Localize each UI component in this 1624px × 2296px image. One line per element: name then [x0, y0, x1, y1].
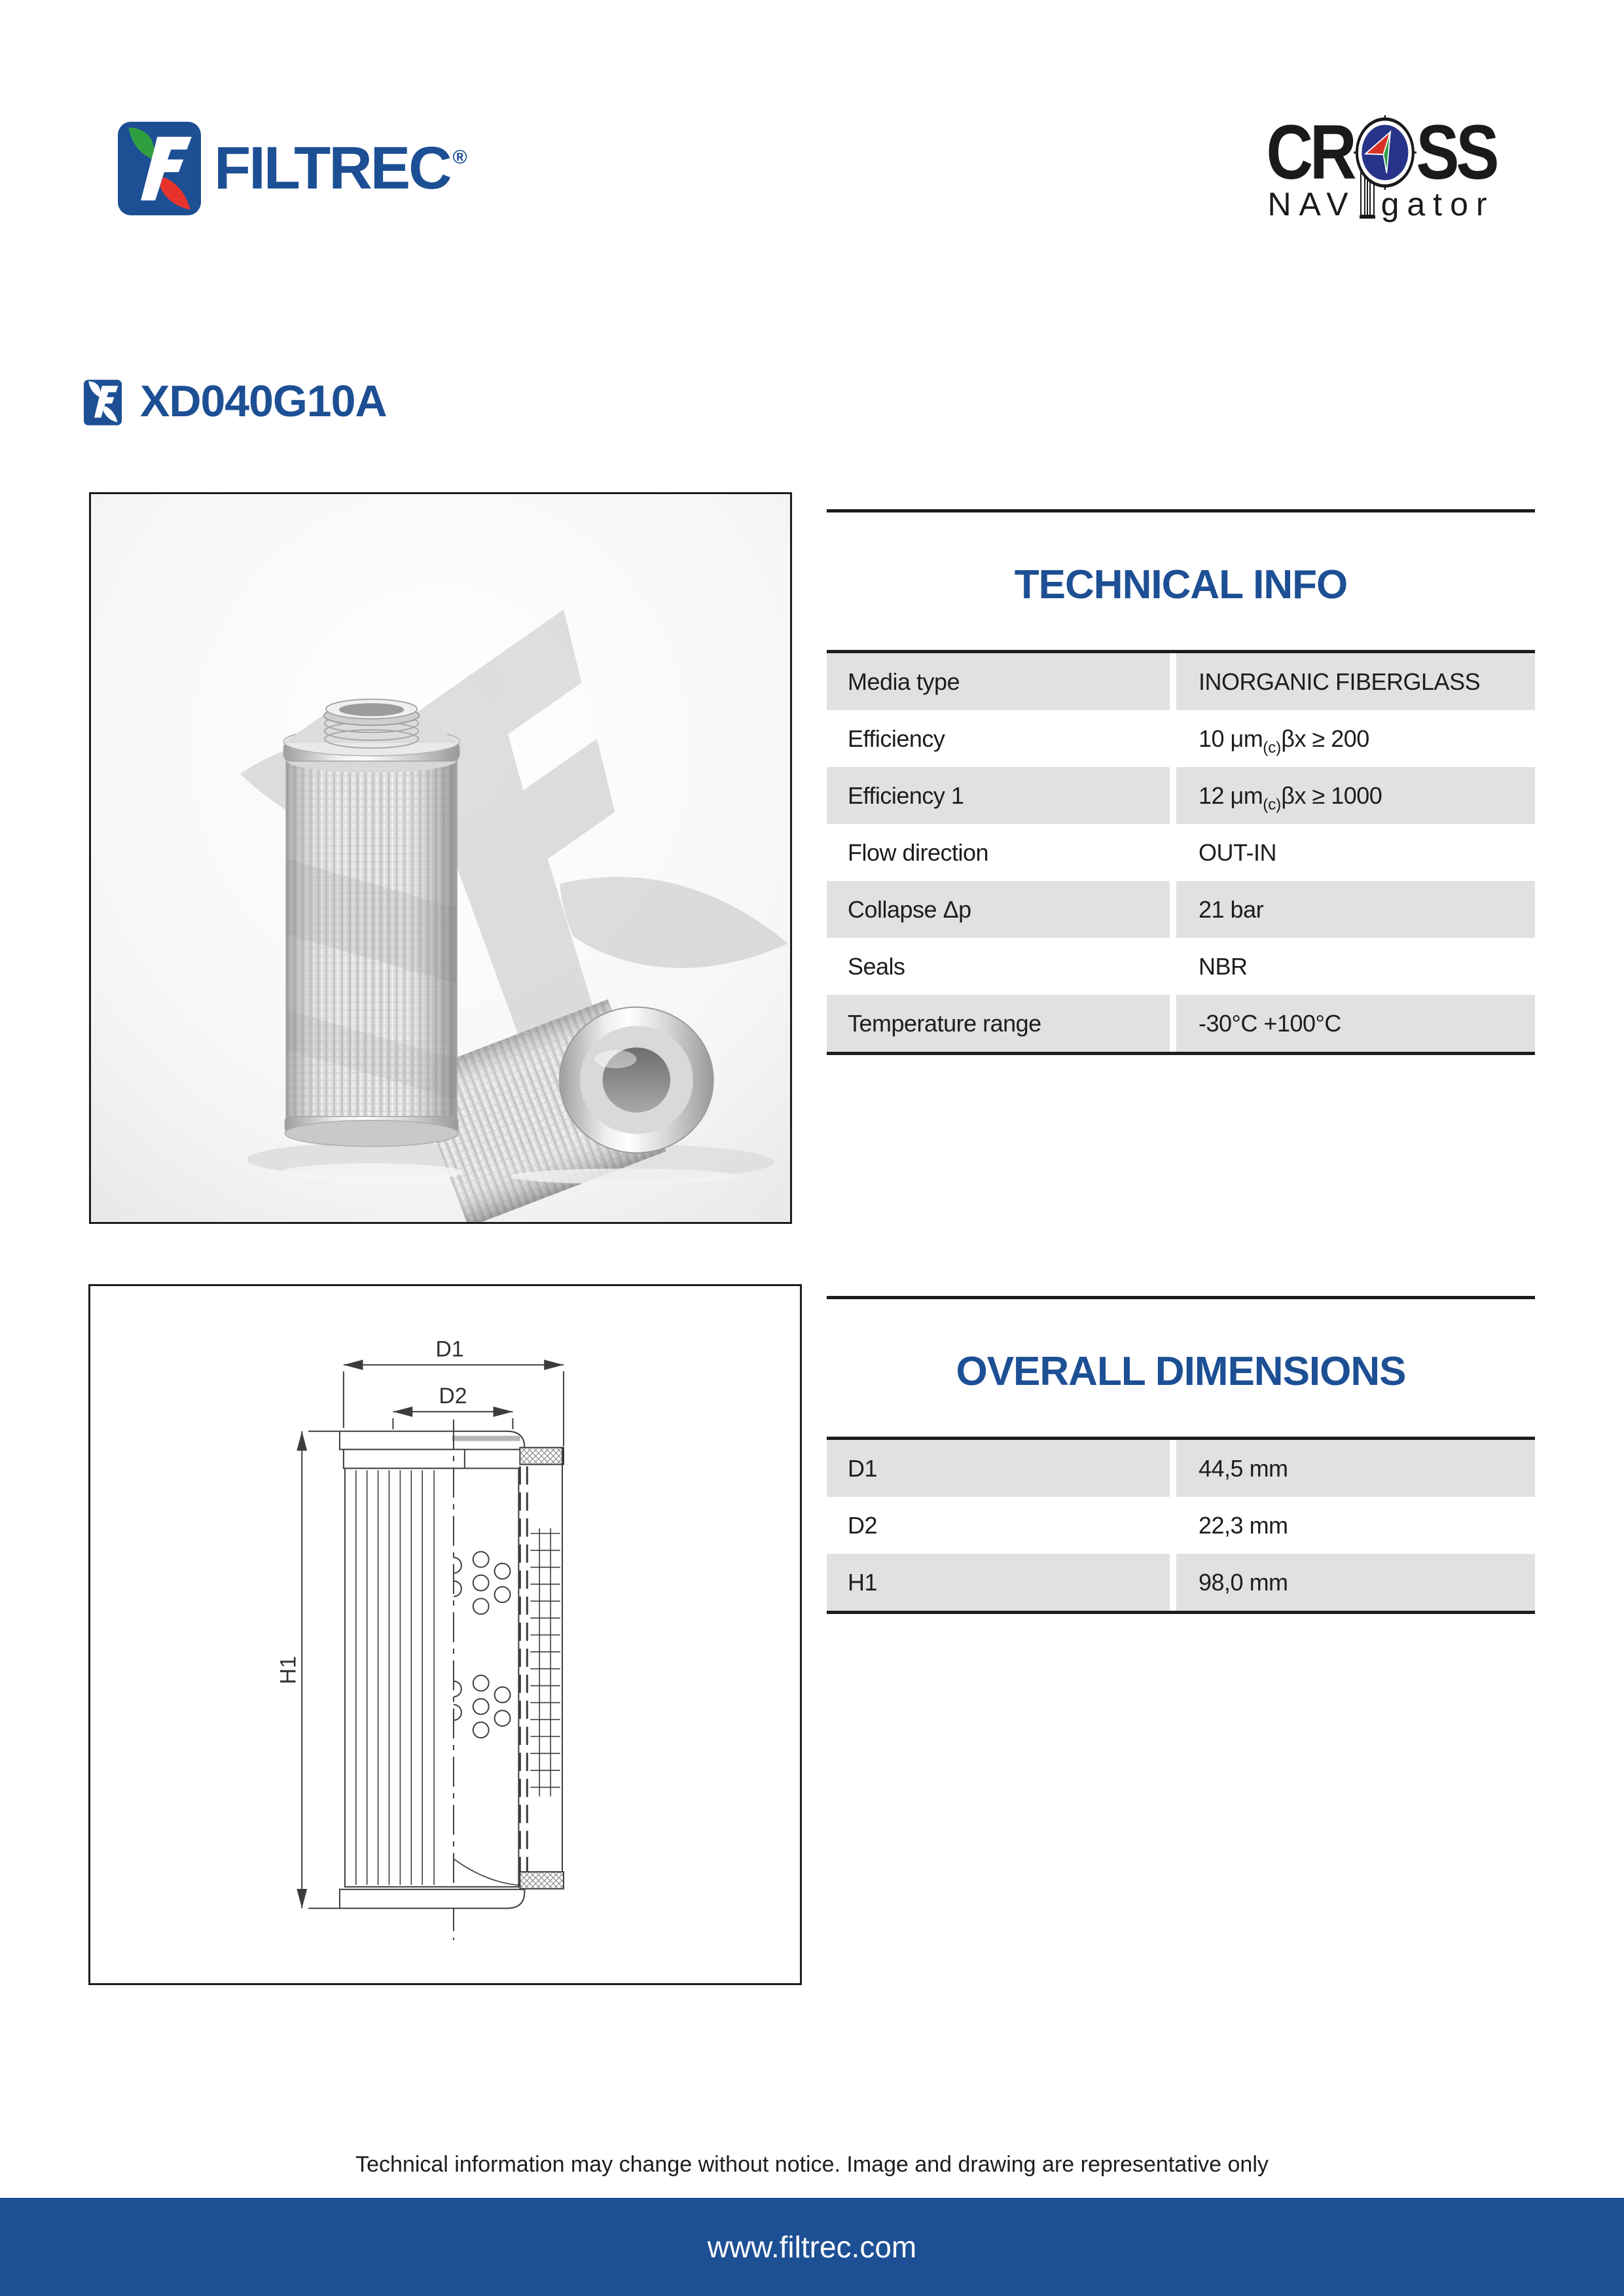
table-row [827, 995, 1535, 1052]
row-label: Collapse Δp [848, 895, 971, 923]
product-image-frame [89, 492, 792, 1224]
row-value: 22,3 mm [1199, 1511, 1288, 1539]
row-value: 12 μm [1199, 781, 1263, 809]
filtrec-name: FILTREC [214, 135, 450, 202]
filtrec-logo [118, 122, 465, 215]
technical-info-table [827, 650, 1535, 1055]
row-value-rest: βx ≥ 1000 [1281, 781, 1382, 809]
column-divider [1170, 824, 1176, 881]
row-value: 21 bar [1199, 895, 1264, 923]
compass-icon [1352, 114, 1417, 191]
product-code-title: XD040G10A [140, 376, 387, 426]
table-row [827, 938, 1535, 995]
section-rule-dimensions [827, 1296, 1535, 1299]
row-label: Flow direction [848, 838, 989, 866]
website-link[interactable]: www.filtrec.com [707, 2230, 917, 2264]
row-value: OUT-IN [1199, 838, 1276, 866]
column-divider [1170, 767, 1176, 824]
filtrec-logo-icon [118, 122, 201, 215]
table-row [827, 1440, 1535, 1497]
row-value-subscript: (c) [1263, 738, 1282, 757]
row-label: Temperature range [848, 1009, 1041, 1037]
row-value: 98,0 mm [1199, 1568, 1288, 1596]
nav-text-left: NAV [1267, 186, 1356, 223]
row-label: Efficiency 1 [848, 781, 964, 809]
dim-label-h1: H1 [276, 1656, 301, 1685]
table-row [827, 1554, 1535, 1611]
column-divider [1170, 938, 1176, 995]
registered-mark: ® [452, 147, 467, 168]
technical-info-title: TECHNICAL INFO [1014, 562, 1348, 607]
column-divider [1170, 710, 1176, 767]
row-label: H1 [848, 1568, 878, 1596]
table-row [827, 881, 1535, 938]
row-value: -30°C +100°C [1199, 1009, 1341, 1037]
column-divider [1170, 1554, 1176, 1611]
cross-text-right: SS [1416, 109, 1496, 196]
product-title-icon [84, 380, 122, 425]
nav-text-right: gator [1380, 186, 1495, 223]
table-row [827, 653, 1535, 710]
table-row [827, 767, 1535, 824]
cross-navigator-logo [1247, 111, 1515, 223]
filtrec-wordmark [214, 122, 465, 215]
row-value: NBR [1199, 952, 1248, 980]
row-value: 44,5 mm [1199, 1454, 1288, 1482]
row-value: 10 μm [1199, 725, 1263, 752]
row-label: Media type [848, 668, 960, 695]
overall-dimensions-title: OVERALL DIMENSIONS [956, 1349, 1406, 1394]
column-divider [1170, 881, 1176, 938]
row-label: Efficiency [848, 725, 945, 752]
table-row [827, 824, 1535, 881]
row-value: INORGANIC FIBERGLASS [1199, 668, 1481, 695]
footer-bar [0, 2198, 1624, 2296]
overall-dimensions-table [827, 1437, 1535, 1614]
row-label: D1 [848, 1454, 878, 1482]
column-divider [1170, 1440, 1176, 1497]
row-value-subscript: (c) [1263, 795, 1282, 814]
column-divider [1170, 995, 1176, 1052]
column-divider [1170, 653, 1176, 710]
cross-text-left: CR [1266, 109, 1354, 196]
product-image [91, 494, 790, 1222]
dim-label-d2: D2 [439, 1383, 467, 1408]
disclaimer-text: Technical information may change without notice. Image and drawing are representative only [355, 2152, 1269, 2177]
standing-filter-element [283, 699, 459, 1146]
cross-wordmark [1266, 109, 1496, 196]
row-label: D2 [848, 1511, 878, 1539]
section-rule-technical [827, 509, 1535, 512]
row-value-rest: βx ≥ 200 [1281, 725, 1369, 752]
table-row [827, 710, 1535, 767]
technical-drawing-frame [88, 1284, 802, 1985]
table-row [827, 1497, 1535, 1554]
dim-label-d1: D1 [435, 1336, 464, 1362]
column-divider [1170, 1497, 1176, 1554]
row-label: Seals [848, 952, 905, 980]
technical-drawing [90, 1286, 800, 1983]
